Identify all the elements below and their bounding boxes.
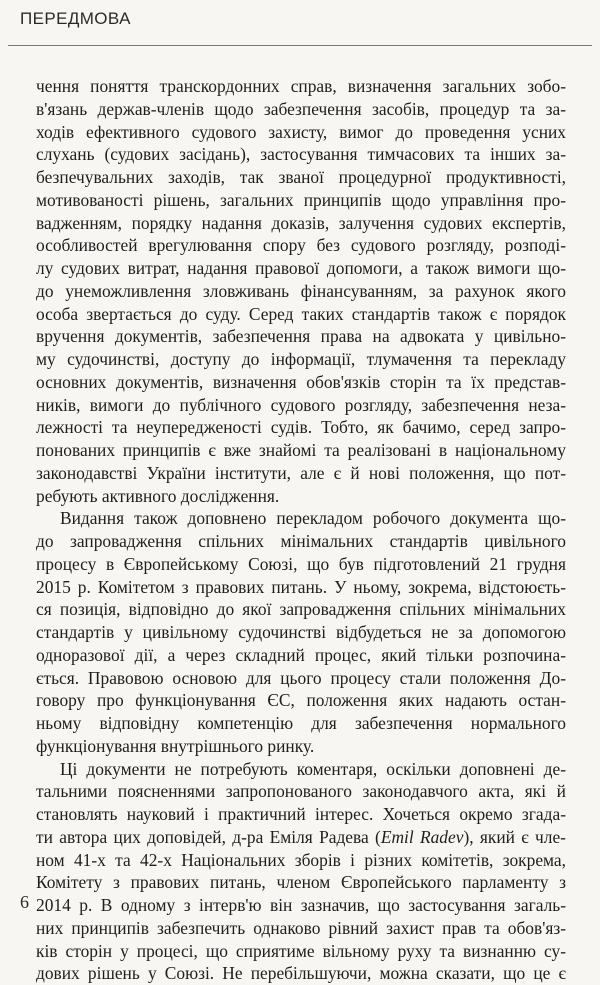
text-line: особа звертається до суду. Серед таких стандартів також є порядок: [36, 303, 566, 326]
text-line: 2014 р. В одному з інтерв'ю він зазначив, що застосування загаль-: [36, 894, 566, 917]
text-line: процесу в Європейському Союзі, що був підготовлений 21 грудня: [36, 553, 566, 576]
text-line: говору про функціонування ЄС, положення яких надають остан-: [36, 689, 566, 712]
author-latin-name: Emil Radev: [381, 827, 464, 847]
text-line: ходів ефективного судового захисту, вимог до проведення усних: [36, 121, 566, 144]
text-line: тальними поясненнями запропонованого законодавчого акта, які й: [36, 780, 566, 803]
text-line: слухань (судових засідань), застосування тимчасових та інших за-: [36, 143, 566, 166]
text-line: основних документів, визначення обов'язків сторін та їх представ-: [36, 371, 566, 394]
text-line: в'язань держав-членів щодо забезпечення засобів, процедур та за-: [36, 98, 566, 121]
text-line: ників, вимоги до публічного судового розгляду, забезпечення неза-: [36, 394, 566, 417]
text-line: понованих принципів є вже знайомі та реалізовані в національному: [36, 439, 566, 462]
paragraph-3: [36, 758, 566, 985]
text-line: функціонування внутрішнього ринку.: [36, 735, 566, 758]
text-line: стандартів у цивільному судочинстві відбудеться не за допомогою: [36, 621, 566, 644]
text-line: мотивованості рішень, загальних принципів щодо управління про-: [36, 189, 566, 212]
text-line: ся позиція, відповідно до якої запровадження спільних мінімальних: [36, 598, 566, 621]
text-line: ти автора цих доповідей, д-ра Еміля Радева (Emil Radev), який є чле-: [36, 826, 566, 849]
text-line: до унеможливлення зловживань фінансуванням, за рахунок якого: [36, 280, 566, 303]
text-line: вадженням, порядку надання доказів, залучення судових експертів,: [36, 212, 566, 235]
text-line: ється. Правовою основою для цього процесу стали положення До-: [36, 667, 566, 690]
text-line: чення поняття транскордонних справ, визначення загальних зобо-: [36, 75, 566, 98]
text-line: законодавстві України інститути, але є й нові положення, що пот-: [36, 462, 566, 485]
body-text: [36, 75, 566, 985]
paragraph-2: [36, 507, 566, 757]
text-line: дових рішень у Союзі. Не перебільшуючи, можна сказати, що це є: [36, 962, 566, 985]
text-line: одноразової дії, а через складний процес, який тільки розпочина-: [36, 644, 566, 667]
text-line: Видання також доповнено перекладом робочого документа що-: [36, 507, 566, 530]
paragraph-1: [36, 75, 566, 507]
text-line: особливостей врегулювання спору без судового розгляду, розподі-: [36, 234, 566, 257]
text-line: становлять науковий і практичний інтерес. Хочеться окремо згада-: [36, 803, 566, 826]
text-line: ном 41-х та 42-х Національних зборів і різних комітетів, зокрема,: [36, 849, 566, 872]
page-number: 6: [20, 892, 29, 913]
text-line: лу судових витрат, надання правової допомоги, а також вимоги що-: [36, 257, 566, 280]
text-line: них принципів забезпечить однаково рівний захист прав та обов'яз-: [36, 917, 566, 940]
text-line: лежності та неупередженості судів. Тобто, як бачимо, серед запро-: [36, 416, 566, 439]
text-line: Комітету з правових питань, членом Європейського парламенту з: [36, 871, 566, 894]
text-line: до запровадження спільних мінімальних стандартів цивільного: [36, 530, 566, 553]
header-rule: [8, 45, 592, 46]
text-line: Ці документи не потребують коментаря, оскільки доповнені де-: [36, 758, 566, 781]
text-line: ньому відповідну компетенцію для забезпечення нормального: [36, 712, 566, 735]
text-line: ків сторін у процесі, що сприятиме вільному руху та визнанню су-: [36, 940, 566, 963]
text-line: безпечувальних заходів, так званої процедурної продуктивності,: [36, 166, 566, 189]
text-line: му судочинстві, доступу до інформації, тлумачення та перекладу: [36, 348, 566, 371]
running-head: ПЕРЕДМОВА: [20, 9, 131, 29]
text-line: ребують активного дослідження.: [36, 485, 566, 508]
text-line: 2015 р. Комітетом з правових питань. У ньому, зокрема, відстоюєть-: [36, 576, 566, 599]
text-line: вручення документів, забезпечення права на адвоката у цивільно-: [36, 325, 566, 348]
